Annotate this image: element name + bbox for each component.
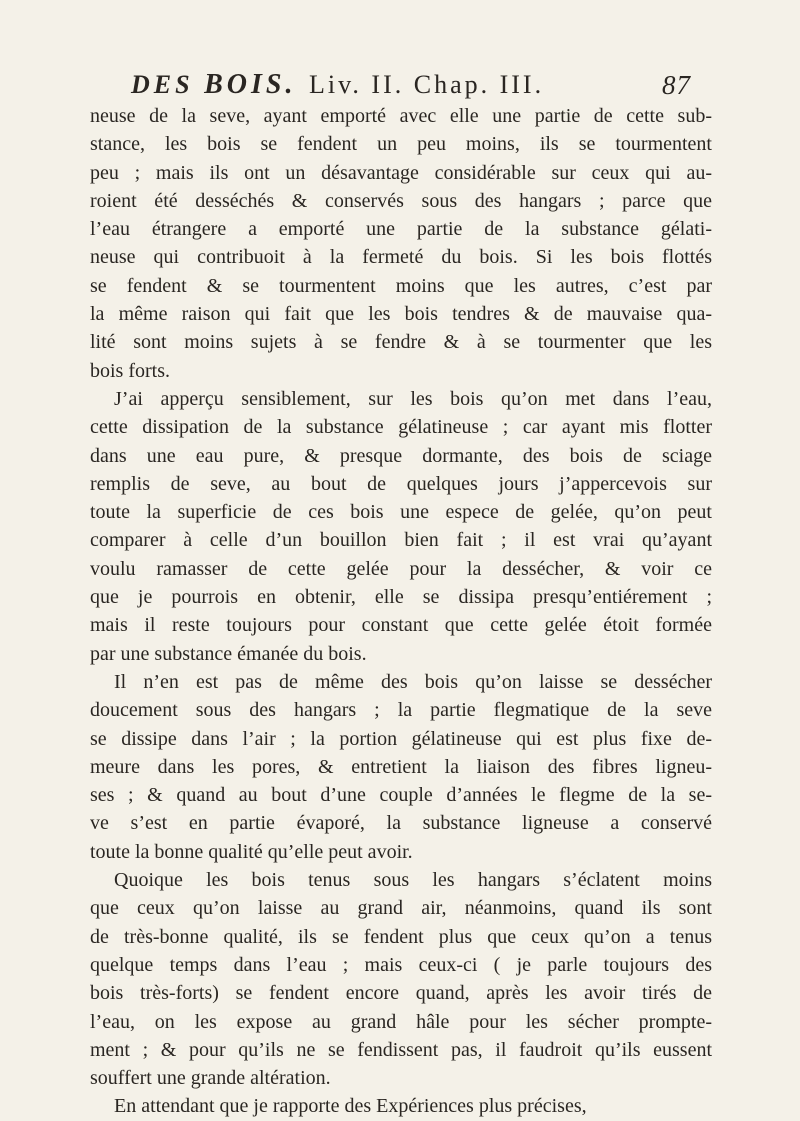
text-line: toute la superficie de ces bois une espece de gelée, qu’on peut xyxy=(90,501,712,524)
text-line: roient été desséchés & conservés sous des hangars ; parce que xyxy=(90,189,712,212)
text-line: se dissipe dans l’air ; la portion gélatineuse qui est plus fixe de- xyxy=(90,727,712,750)
text-line: neuse de la seve, ayant emporté avec elle une partie de cette sub- xyxy=(90,105,712,127)
running-title xyxy=(131,68,296,102)
text-line: doucement sous des hangars ; la partie flegmatique de la seve xyxy=(90,699,712,722)
text-line: bois forts. xyxy=(90,359,170,382)
text-line: que je pourrois en obtenir, elle se dissipa presqu’entiérement ; xyxy=(90,586,712,609)
body-text xyxy=(90,102,712,1121)
running-title-des: DES xyxy=(131,70,194,99)
text-line: dans une eau pure, & presque dormante, des bois de sciage xyxy=(90,444,712,467)
text-line: la même raison qui fait que les bois tendres & de mauvaise qua- xyxy=(90,303,712,326)
text-line: toute la bonne qualité qu’elle peut avoir. xyxy=(90,840,413,863)
text-line: lité sont moins sujets à se fendre & à se tourmenter que les xyxy=(90,331,712,354)
text-line: souffert une grande altération. xyxy=(90,1067,331,1090)
text-line: peu ; mais ils ont un désavantage considérable sur ceux qui au- xyxy=(90,161,712,184)
text-line: ses ; & quand au bout d’une couple d’années le flegme de la se- xyxy=(90,784,712,807)
text-line: J’ai apperçu sensiblement, sur les bois qu’on met dans l’eau, xyxy=(114,387,712,410)
text-line: neuse qui contribuoit à la fermeté du bois. Si les bois flottés xyxy=(90,246,712,269)
text-line: que ceux qu’on laisse au grand air, néanmoins, quand ils sont xyxy=(90,897,712,920)
text-line: mais il reste toujours pour constant que cette gelée étoit formée xyxy=(90,614,712,637)
running-head xyxy=(131,68,691,102)
text-line: de très-bonne qualité, ils se fendent plus que ceux qu’on a tenus xyxy=(90,925,712,948)
text-line: cette dissipation de la substance gélatineuse ; car ayant mis flotter xyxy=(90,416,712,439)
text-line: bois très-forts) se fendent encore quand, après les avoir tirés de xyxy=(90,982,712,1005)
chapter-reference: Liv. II. Chap. III. xyxy=(309,70,545,99)
text-line: remplis de seve, au bout de quelques jours j’appercevois sur xyxy=(90,472,712,495)
text-line: se fendent & se tourmentent moins que les autres, c’est par xyxy=(90,274,712,297)
text-line: l’eau, on les expose au grand hâle pour les sécher prompte- xyxy=(90,1010,712,1033)
text-line: quelque temps dans l’eau ; mais ceux-ci ( je parle toujours des xyxy=(90,953,712,976)
running-title-bois: BOIS. xyxy=(204,69,297,100)
text-line: comparer à celle d’un bouillon bien fait ; il est vrai qu’ayant xyxy=(90,529,712,552)
page-number: 87 xyxy=(662,70,691,100)
text-line: stance, les bois se fendent un peu moins, ils se tourmentent xyxy=(90,133,712,156)
text-line: Il n’en est pas de même des bois qu’on laisse se dessécher xyxy=(114,670,712,693)
text-line: voulu ramasser de cette gelée pour la dessécher, & voir ce xyxy=(90,557,712,580)
text-line: meure dans les pores, & entretient la liaison des fibres ligneu- xyxy=(90,755,712,778)
text-line: En attendant que je rapporte des Expériences plus précises, xyxy=(114,1095,587,1118)
text-line: ve s’est en partie évaporé, la substance ligneuse a conservé xyxy=(90,812,712,835)
text-line: l’eau étrangere a emporté une partie de la substance gélati- xyxy=(90,218,712,241)
text-line: ment ; & pour qu’ils ne se fendissent pas, il faudroit qu’ils eussent xyxy=(90,1038,712,1061)
text-line: Quoique les bois tenus sous les hangars s’éclatent moins xyxy=(114,869,712,892)
text-line: par une substance émanée du bois. xyxy=(90,642,367,665)
